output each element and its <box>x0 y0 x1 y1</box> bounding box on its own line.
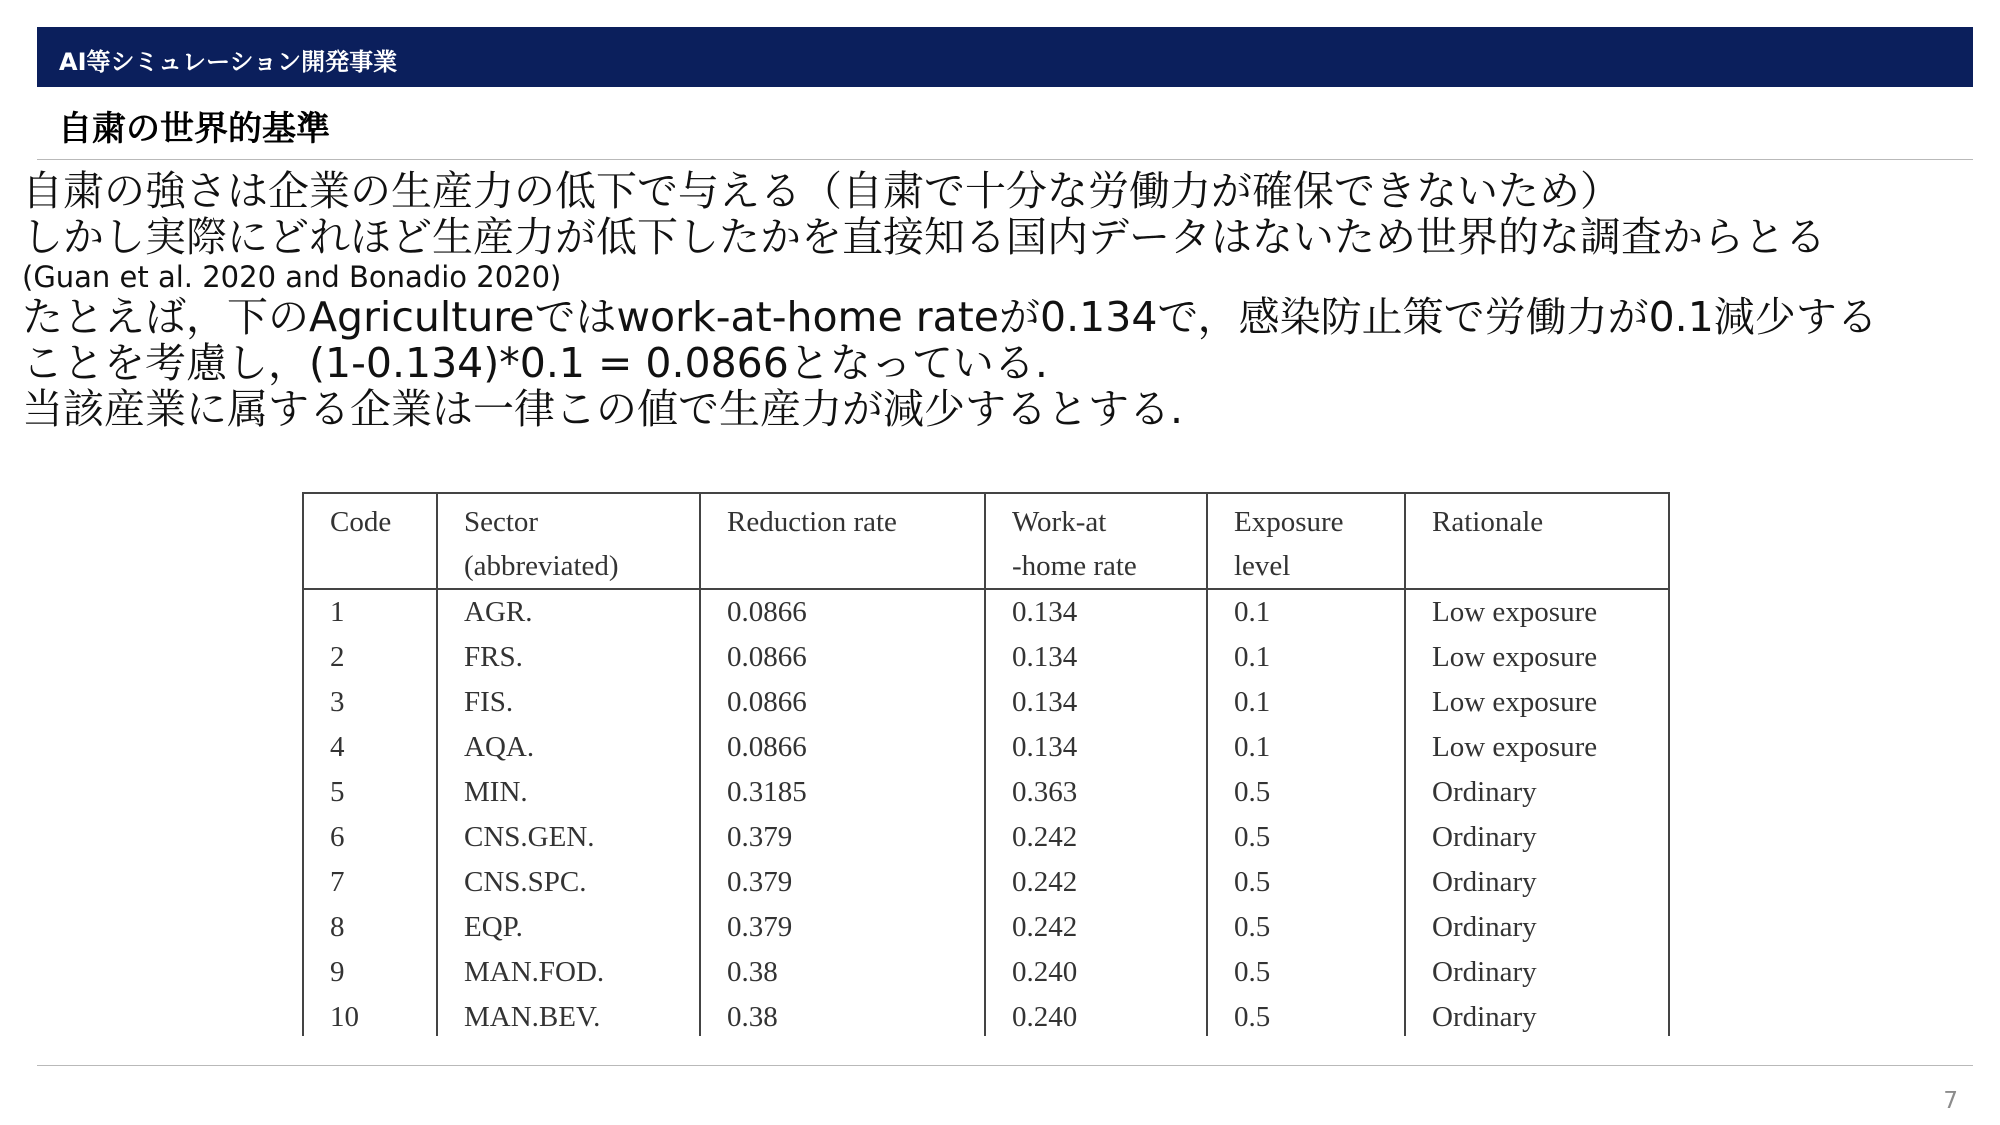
cell-reduction-rate: 0.38 <box>700 995 985 1036</box>
cell-rationale: Ordinary <box>1405 815 1668 860</box>
header-reduction-text: Reduction rate <box>727 506 897 538</box>
cell-sector: MAN.BEV. <box>437 995 700 1036</box>
cell-reduction-rate: 0.0866 <box>700 725 985 770</box>
header-rationale-text: Rationale <box>1432 506 1544 538</box>
page-title: 自粛の世界的基準 <box>58 109 330 149</box>
table-row <box>304 905 1668 950</box>
cell-work-at-home-rate: 0.134 <box>985 725 1207 770</box>
cell-code: 6 <box>330 821 345 853</box>
table-row <box>304 950 1668 995</box>
cell-reduction-rate: 0.379 <box>700 860 985 905</box>
cell-sector: MIN. <box>437 770 700 815</box>
body-line-4: たとえば，下のAgricultureではwork-at-home rateが0.134で，感染防止策で労働力が0.1減少する <box>22 293 1878 341</box>
body-paragraph <box>22 168 1982 432</box>
cell-reduction-rate: 0.0866 <box>700 680 985 725</box>
cell-sector: CNS.SPC. <box>437 860 700 905</box>
cell-exposure-level: 0.5 <box>1207 995 1405 1036</box>
cell-reduction-rate: 0.379 <box>700 815 985 860</box>
cell-exposure-level: 0.1 <box>1207 589 1405 635</box>
cell-work-at-home-rate: 0.363 <box>985 770 1207 815</box>
cell-code: 8 <box>330 911 345 943</box>
cell-reduction-rate: 0.0866 <box>700 635 985 680</box>
table-header-row <box>304 494 1668 589</box>
cell-exposure-level: 0.1 <box>1207 725 1405 770</box>
cell-code: 10 <box>330 1001 359 1033</box>
cell-code: 5 <box>330 776 345 808</box>
cell-work-at-home-rate: 0.240 <box>985 950 1207 995</box>
header-exposure-level <box>1207 494 1405 589</box>
body-line-2: しかし実際にどれほど生産力が低下したかを直接知る国内データはないため世界的な調査からとる <box>22 213 1826 261</box>
cell-work-at-home-rate: 0.242 <box>985 905 1207 950</box>
header-code-text: Code <box>330 506 392 538</box>
cell-exposure-level: 0.5 <box>1207 815 1405 860</box>
table-row <box>304 725 1668 770</box>
cell-code: 7 <box>330 866 345 898</box>
header-sector-line1: Sector <box>464 506 539 538</box>
header-sector <box>437 494 700 589</box>
table-body <box>304 589 1668 1036</box>
header-wah-line1: Work-at <box>1012 506 1107 538</box>
cell-sector: AGR. <box>437 589 700 635</box>
cell-rationale: Ordinary <box>1405 905 1668 950</box>
header-wah-line2: -home rate <box>1012 550 1137 582</box>
table-row <box>304 770 1668 815</box>
table-row <box>304 680 1668 725</box>
cell-work-at-home-rate: 0.242 <box>985 860 1207 905</box>
header-code <box>304 494 437 589</box>
cell-exposure-level: 0.5 <box>1207 860 1405 905</box>
bottom-divider <box>37 1065 1973 1066</box>
cell-work-at-home-rate: 0.240 <box>985 995 1207 1036</box>
cell-rationale: Low exposure <box>1405 589 1668 635</box>
header-exposure-line1: Exposure <box>1234 506 1344 538</box>
cell-exposure-level: 0.5 <box>1207 905 1405 950</box>
header-banner <box>37 27 1973 87</box>
cell-work-at-home-rate: 0.242 <box>985 815 1207 860</box>
cell-reduction-rate: 0.0866 <box>700 589 985 635</box>
body-line-5: ことを考慮し，(1-0.134)*0.1 = 0.0866となっている. <box>22 339 1048 387</box>
cell-code: 2 <box>330 641 345 673</box>
table-row <box>304 860 1668 905</box>
cell-sector: CNS.GEN. <box>437 815 700 860</box>
cell-exposure-level: 0.5 <box>1207 770 1405 815</box>
cell-sector: FIS. <box>437 680 700 725</box>
cell-exposure-level: 0.1 <box>1207 635 1405 680</box>
table-row <box>304 635 1668 680</box>
cell-rationale: Low exposure <box>1405 725 1668 770</box>
body-line-1: 自粛の強さは企業の生産力の低下で与える（自粛で十分な労働力が確保できないため） <box>22 167 1621 215</box>
table-row <box>304 589 1668 635</box>
cell-reduction-rate: 0.38 <box>700 950 985 995</box>
cell-sector: FRS. <box>437 635 700 680</box>
cell-code: 4 <box>330 731 345 763</box>
cell-sector: EQP. <box>437 905 700 950</box>
sector-table-grid <box>304 494 1668 1036</box>
header-rationale <box>1405 494 1668 589</box>
top-divider <box>37 159 1973 160</box>
header-exposure-line2: level <box>1234 550 1291 582</box>
cell-exposure-level: 0.1 <box>1207 680 1405 725</box>
body-line-citation: (Guan et al. 2020 and Bonadio 2020) <box>22 260 562 294</box>
table-row <box>304 995 1668 1036</box>
cell-rationale: Ordinary <box>1405 770 1668 815</box>
table-row <box>304 815 1668 860</box>
cell-work-at-home-rate: 0.134 <box>985 635 1207 680</box>
header-work-at-home-rate <box>985 494 1207 589</box>
cell-sector: MAN.FOD. <box>437 950 700 995</box>
cell-code: 9 <box>330 956 345 988</box>
header-reduction-rate <box>700 494 985 589</box>
cell-rationale: Low exposure <box>1405 635 1668 680</box>
cell-rationale: Ordinary <box>1405 950 1668 995</box>
cell-reduction-rate: 0.3185 <box>700 770 985 815</box>
cell-rationale: Ordinary <box>1405 995 1668 1036</box>
cell-sector: AQA. <box>437 725 700 770</box>
cell-work-at-home-rate: 0.134 <box>985 680 1207 725</box>
banner-title: AI等シミュレーション開発事業 <box>59 48 398 76</box>
body-line-6: 当該産業に属する企業は一律この値で生産力が減少するとする. <box>22 385 1184 433</box>
cell-code: 1 <box>330 596 345 628</box>
cell-exposure-level: 0.5 <box>1207 950 1405 995</box>
table-header <box>304 494 1668 589</box>
cell-work-at-home-rate: 0.134 <box>985 589 1207 635</box>
cell-reduction-rate: 0.379 <box>700 905 985 950</box>
page-number: 7 <box>1943 1088 1958 1114</box>
sector-table <box>302 492 1670 1036</box>
cell-rationale: Low exposure <box>1405 680 1668 725</box>
header-sector-line2: (abbreviated) <box>464 550 619 582</box>
cell-rationale: Ordinary <box>1405 860 1668 905</box>
cell-code: 3 <box>330 686 345 718</box>
